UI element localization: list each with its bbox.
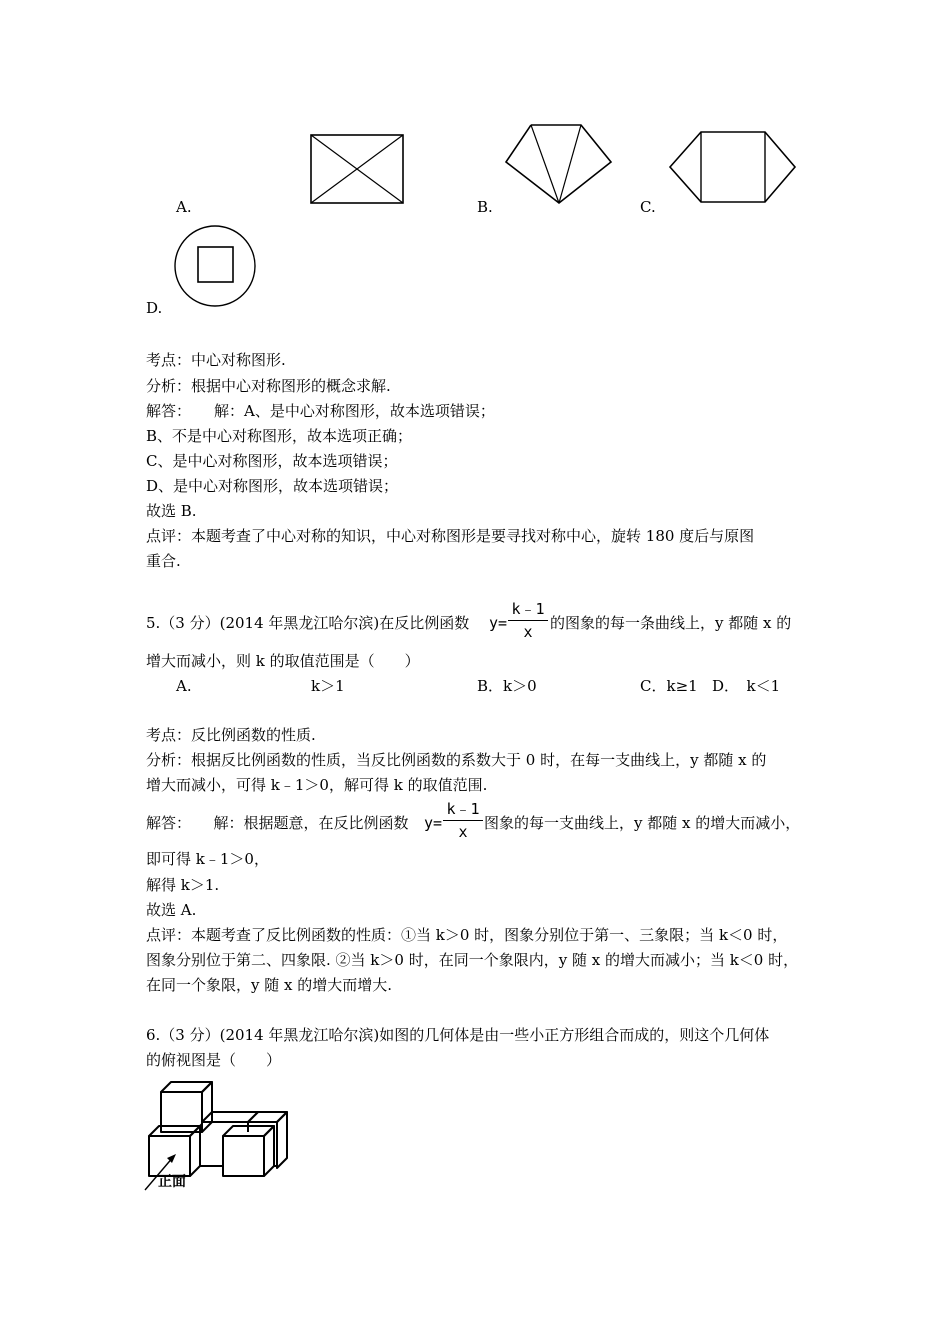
q5-option-d: D． k＜1 [712,677,781,695]
q5-kaodian: 考点：反比例函数的性质. [146,726,316,744]
q4-jieda-label: 解答： [146,402,192,420]
q4-dianping: 重合. [146,552,181,570]
figure-a-rectangle-diagonals [310,134,404,204]
q4-fenxi: 分析：根据中心对称图形的概念求解. [146,377,391,395]
fraction-denominator: x [458,823,468,841]
q5-option-c: C．k≥1 [640,677,698,695]
q5-jieda-line: 解得 k＞1. [146,876,220,894]
q5-fraction [508,598,548,642]
option-c-label: C. [640,198,656,216]
q4-dianping: 点评：本题考查了中心对称的知识，中心对称图形是要寻找对称中心，旋转 180 度后与原图 [146,527,755,545]
q6-stem: 6.（3 分）(2014 年黑龙江哈尔滨)如图的几何体是由一些小正方形组合而成的，则这个几何体 [146,1026,770,1044]
q5-jieda-line: 即可得 k﹣1＞0， [146,850,269,868]
q4-jieda-line: C、是中心对称图形，故本选项错误； [146,452,398,470]
q5-fenxi: 分析：根据反比例函数的性质，当反比例函数的系数大于 0 时，在每一支曲线上，y 都随 x 的 [146,751,767,769]
figure-c-hexagon-square [668,130,798,204]
fraction-bar [443,820,483,821]
fraction-numerator: k﹣1 [446,800,480,818]
q5-y-eq: y= [489,614,508,632]
fraction-denominator: x [523,623,533,641]
q5-jieda-fraction [443,798,483,842]
q5-stem-line2: 增大而减小，则 k 的取值范围是（ ） [146,652,420,670]
fraction-numerator: k﹣1 [511,600,545,618]
q4-jieda-line: 故选 B. [146,502,197,520]
q5-jieda-y-eq: y= [424,814,443,832]
q6-stem-line2: 的俯视图是（ ） [146,1051,282,1069]
q5-stem: 5.（3 分）(2014 年黑龙江哈尔滨)在反比例函数 [146,614,470,632]
q5-stem-cont: 的图象的每一条曲线上，y 都随 x 的 [550,614,792,632]
q5-option-a-value: k＞1 [311,677,345,695]
q5-dianping: 图象分别位于第二、四象限. ②当 k＞0 时，在同一个象限内，y 随 x 的增大而减小；当 k＜0 时， [146,951,799,969]
option-b-label: B. [477,198,493,216]
option-d-label: D. [146,299,163,317]
fraction-bar [508,620,548,621]
q5-jieda-cont: 图象的每一支曲线上，y 都随 x 的增大而减小， [484,814,801,832]
q4-jieda-line: D、是中心对称图形，故本选项错误； [146,477,399,495]
figure-b-fan-triangles [504,124,614,204]
q5-fenxi: 增大而减小，可得 k﹣1＞0，解可得 k 的取值范围. [146,776,488,794]
front-view-label: 正面 [158,1174,186,1190]
q4-jieda-line: 解：A、是中心对称图形，故本选项错误； [214,402,495,420]
q4-kaodian: 考点：中心对称图形. [146,351,286,369]
figure-d-circle-square [172,224,258,308]
option-a-label: A. [176,198,192,216]
q5-jieda: 解答： 解：根据题意，在反比例函数 [146,814,409,832]
q5-dianping: 点评：本题考查了反比例函数的性质：①当 k＞0 时，图象分别位于第一、三象限；当 k＜0 时， [146,926,788,944]
q5-jieda-line: 故选 A. [146,901,197,919]
q5-dianping: 在同一个象限，y 随 x 的增大而增大. [146,976,393,994]
q5-option-b: B．k＞0 [477,677,537,695]
q4-jieda-line: B、不是中心对称图形，故本选项正确； [146,427,413,445]
q5-option-a-label: A. [176,677,192,695]
